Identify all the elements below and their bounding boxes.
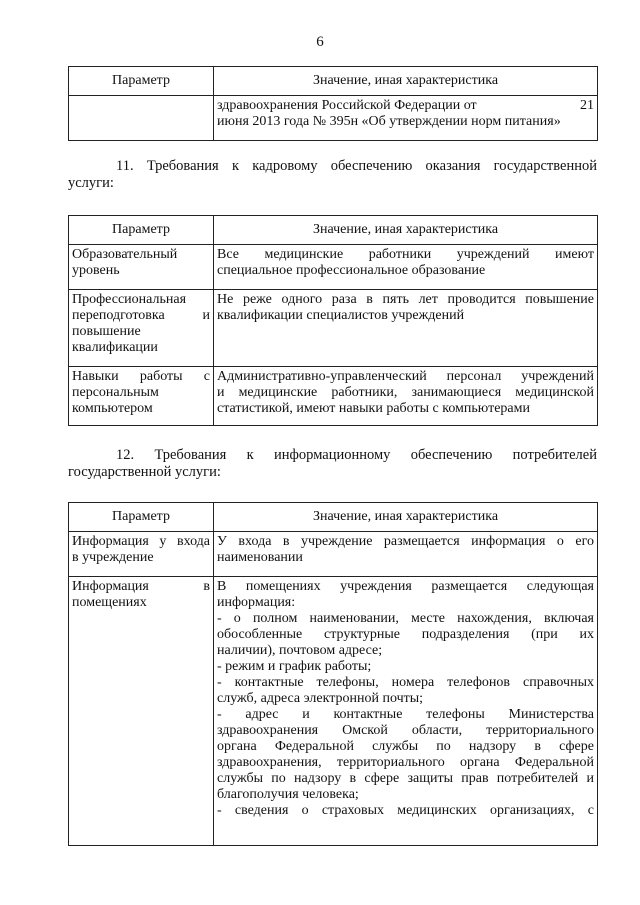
cell-param-empty — [69, 96, 214, 141]
header-param: Параметр — [69, 216, 214, 245]
header-value: Значение, иная характеристика — [214, 216, 598, 245]
page-number: 6 — [316, 34, 324, 50]
table-row: Навыки работы с персональным компьютером Административно-управленческий персонал учреждений и медицинские работники, занимающиеся медицинской статистикой, имеют навыки работы с компьютерами — [69, 367, 598, 426]
header-param: Параметр — [69, 67, 214, 96]
cont-line1-right: 21 — [580, 98, 594, 113]
section-12-heading: 12. Требования к информационному обеспечению потребителей государственной услуги: — [68, 447, 597, 480]
section-11-heading: 11. Требования к кадровому обеспечению оказания государственной услуги: — [68, 158, 597, 191]
table-row: Образовательный уровень Все медицинские работники учреждений имеют специальное профессиональное образование — [69, 245, 598, 290]
table-information — [68, 502, 598, 846]
header-param: Параметр — [69, 503, 214, 532]
cont-line1-left: здравоохранения Российской Федерации от — [217, 98, 477, 113]
cell-value — [214, 96, 598, 141]
header-value: Значение, иная характеристика — [214, 503, 598, 532]
table-row: Информация в помещениях В помещениях учреждения размещается следующая информация: - о полном наименовании, месте нахождения, включая обособленные структурные подразделения (при их наличии), почтовом адресе; - режим и график работы; - контактные телефоны, номера телефонов справочных служб, адреса электронной почты; - адрес и контактные телефоны Министерства здравоохранения Омской области, территориального органа Федеральной службы по надзору в сфере здравоохранения, территориального органа Федеральной службы по надзору в сфере защиты прав потребителей и благополучия человека; - сведения о страховых медицинских организациях, с — [69, 577, 598, 846]
table-row: Профессиональная переподготовка и повышение квалификации Не реже одного раза в пять лет проводится повышение квалификации специалистов учреждений — [69, 290, 598, 367]
header-value: Значение, иная характеристика — [214, 67, 598, 96]
cont-line2: июня 2013 года № 395н «Об утверждении норм питания» — [217, 114, 561, 129]
table-continuation — [68, 66, 598, 141]
table-staffing — [68, 215, 598, 426]
table-row: Информация у входа в учреждение У входа в учреждение размещается информация о его наименовании — [69, 532, 598, 577]
